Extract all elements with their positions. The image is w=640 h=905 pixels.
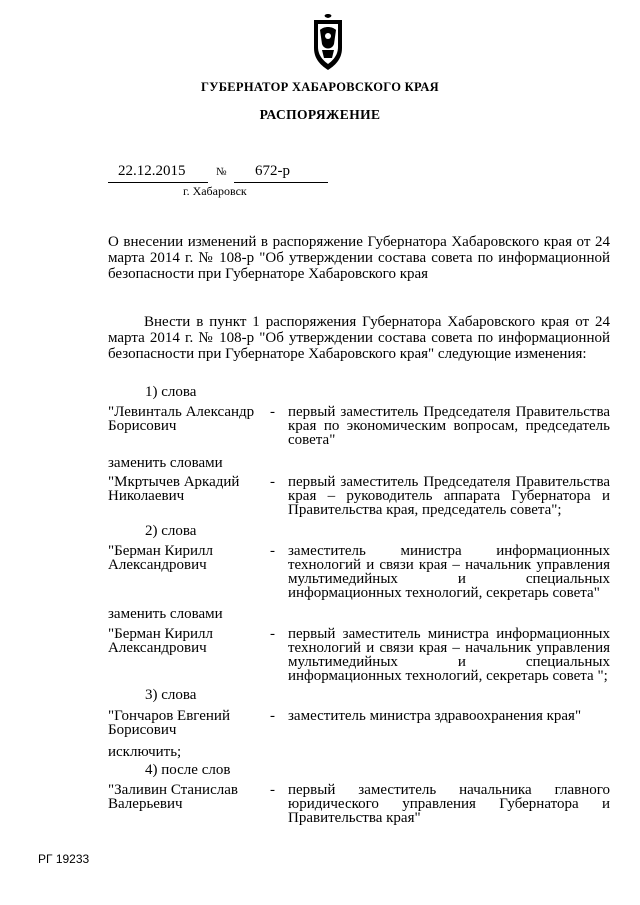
number-underline — [234, 182, 328, 183]
document-city: г. Хабаровск — [183, 184, 247, 198]
replace-label-1: заменить словами — [108, 455, 223, 471]
row-1-name: "Левинталь Александр Борисович — [108, 404, 255, 434]
item-3-label: 3) слова — [145, 687, 197, 703]
row-1-dash: - — [270, 404, 275, 420]
item-4-label: 4) после слов — [145, 762, 231, 778]
exclude-label: исключить; — [108, 744, 182, 760]
row-6-position: первый заместитель начальника главного юридического управления Губернатора и Правительства края" — [288, 782, 610, 826]
governor-heading: ГУБЕРНАТОР ХАБАРОВСКОГО КРАЯ — [200, 80, 440, 94]
row-6-dash: - — [270, 782, 275, 798]
number-sign: № — [216, 166, 227, 178]
row-3-name: "Берман Кирилл Александрович — [108, 543, 214, 573]
row-4-position: первый заместитель министра информационных технологий и связи края – начальник управления мультимедийных и специальных информационных технологий, секретарь совета "; — [288, 626, 610, 684]
row-4-name: "Берман Кирилл Александрович — [108, 626, 214, 656]
row-5-position: заместитель министра здравоохранения края" — [288, 708, 582, 724]
khabarovsk-coat-of-arms-icon — [304, 10, 352, 72]
date-underline — [108, 182, 208, 183]
document-subject: О внесении изменений в распоряжение Губернатора Хабаровского края от 24 марта 2014 г. № 108-р "Об утверждении состава совета по информационной безопасности при Губернаторе Хабаровского края — [108, 234, 610, 282]
row-5-dash: - — [270, 708, 275, 724]
footer-code: РГ 19233 — [38, 852, 90, 866]
row-2-name: "Мкртычев Аркадий Николаевич — [108, 474, 240, 504]
document-date: 22.12.2015 — [118, 163, 186, 179]
row-3-dash: - — [270, 543, 275, 559]
document-number: 672-р — [255, 163, 290, 179]
row-2-position: первый заместитель Председателя Правительства края – руководитель аппарата Губернатора и Правительства края, председатель совета"; — [288, 474, 610, 518]
document-type-heading: РАСПОРЯЖЕНИЕ — [259, 107, 381, 122]
row-2-dash: - — [270, 474, 275, 490]
row-1-position: первый заместитель Председателя Правительства края по экономическим вопросам, председатель совета" — [288, 404, 610, 448]
replace-label-2: заменить словами — [108, 606, 223, 622]
row-4-dash: - — [270, 626, 275, 642]
row-3-position: заместитель министра информационных технологий и связи края – начальник управления мультимедийных и специальных информационных технологий, секретарь совета" — [288, 543, 610, 601]
item-1-label: 1) слова — [145, 384, 197, 400]
row-5-name: "Гончаров Евгений Борисович — [108, 708, 230, 738]
row-6-name: "Заливин Станислав Валерьевич — [108, 782, 238, 812]
item-2-label: 2) слова — [145, 523, 197, 539]
intro-paragraph: Внести в пункт 1 распоряжения Губернатора Хабаровского края от 24 марта 2014 г. № 108-р "Об утверждении состава совета по информационной безопасности при Губернаторе Хабаровского края" следующие изменения: — [108, 314, 610, 362]
